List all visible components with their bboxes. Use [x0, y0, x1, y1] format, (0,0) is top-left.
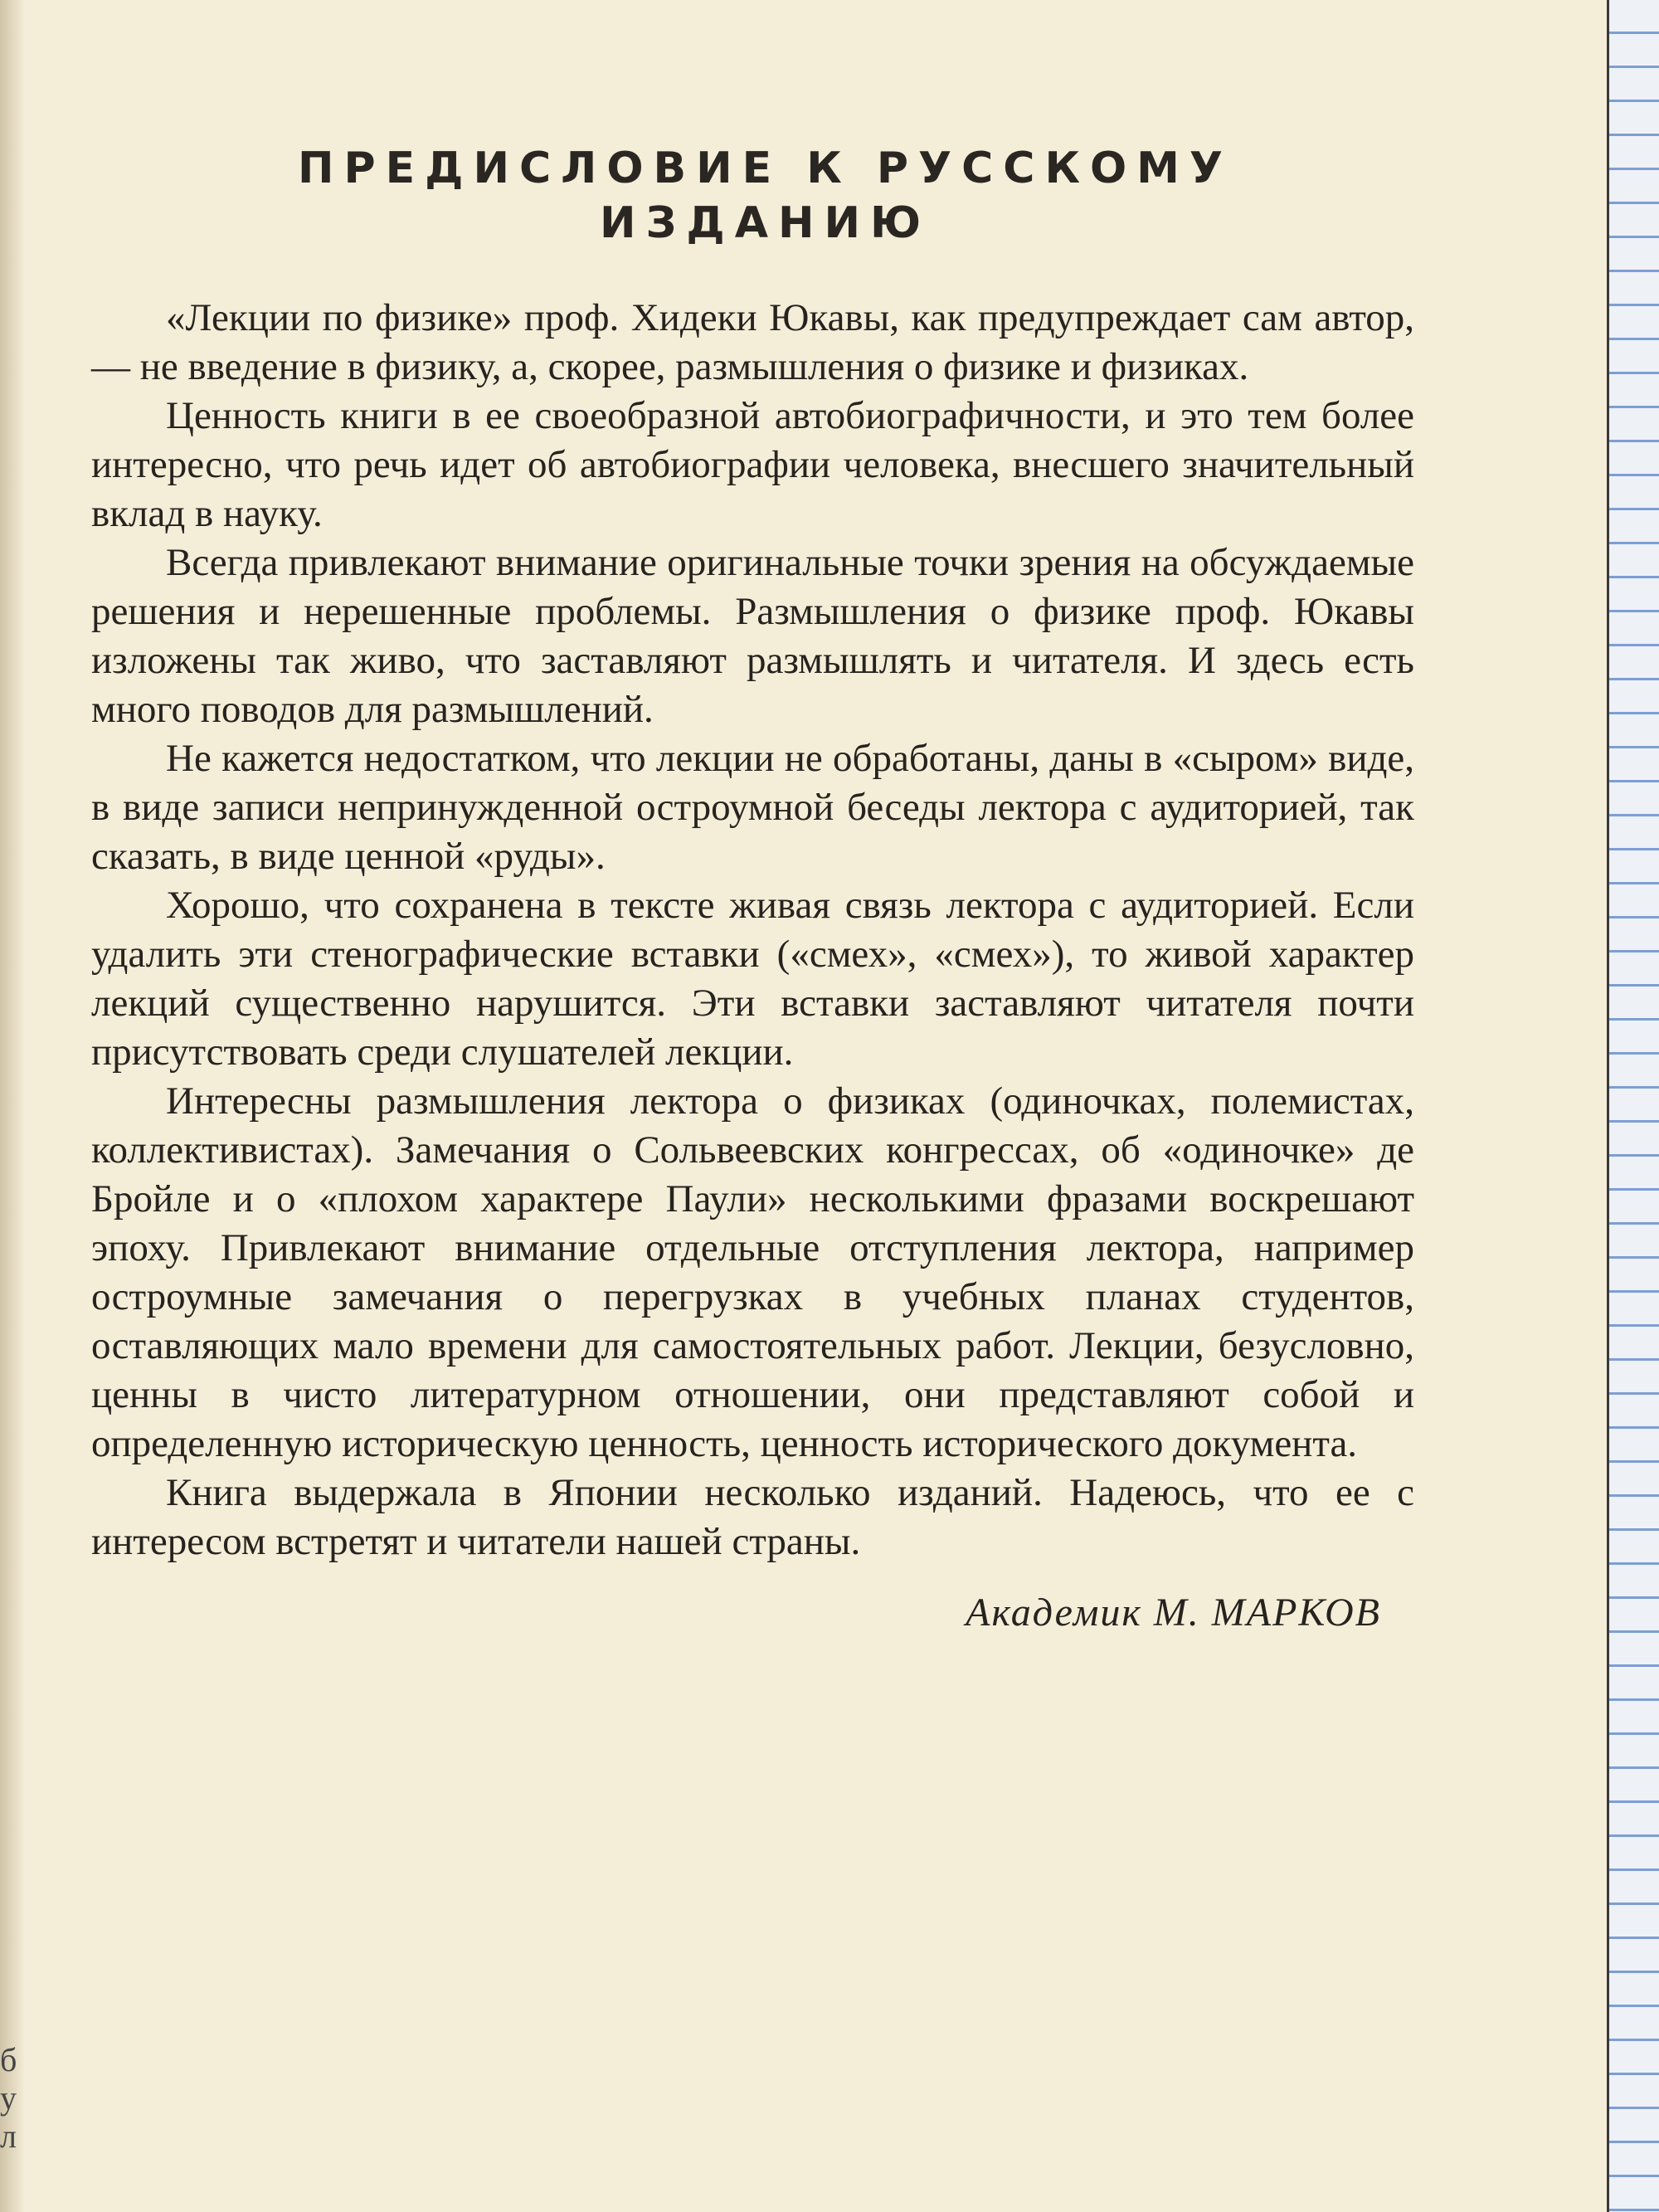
book-binding-edge [0, 0, 25, 2212]
notebook-paper-edge [1607, 0, 1659, 2212]
facing-page-fragment [0, 2041, 25, 2156]
paragraph: «Лекции по физике» проф. Хидеки Юкавы, как предупреждает сам автор, — не введение в физику, а, скорее, размышления о физике и физиках. [91, 296, 1414, 388]
paragraph: Интересны размышления лектора о физиках (одиночках, полемистах, коллективистах). Замечания о Сольвеевских конгрессах, об «одиночке» де Бройле и о «плохом характере Паули» несколькими фразами воскрешают эпоху. Привлекают внимание отдельные отступления лектора, например остроумные замечания о перегрузках в учебных планах студентов, оставляющих мало времени для самостоятельных работ. Лекции, безусловно, ценны в чисто литературном отношении, они представляют собой и определенную историческую ценность, ценность исторического документа. [91, 1079, 1414, 1465]
preface-body [91, 294, 1414, 1566]
margin-letters: б у л [0, 2041, 17, 2155]
paragraph: Хорошо, что сохранена в тексте живая связь лектора с аудиторией. Если удалить эти стенографические вставки («смех», «смех»), то живой характер лекций существенно нарушится. Эти вставки заставляют читателя почти присутствовать среди слушателей лекции. [91, 884, 1414, 1074]
author-signature: Академик М. МАРКОВ [966, 1591, 1381, 1635]
paragraph: Книга выдержала в Японии несколько изданий. Надеюсь, что ее с интересом встретят и читатели нашей страны. [91, 1471, 1414, 1563]
title-line-1: ПРЕДИСЛОВИЕ К РУССКОМУ [297, 144, 1233, 193]
paragraph: Ценность книги в ее своеобразной автобиографичности, и это тем более интересно, что речь идет об автобиографии человека, внесшего значительный вклад в науку. [91, 394, 1414, 535]
paragraph: Всегда привлекают внимание оригинальные точки зрения на обсуждаемые решения и нерешенные проблемы. Размышления о физике проф. Юкавы изложены так живо, что заставляют размышлять и читателя. И здесь есть много поводов для размышлений. [91, 541, 1414, 731]
paragraph: Не кажется недостатком, что лекции не обработаны, даны в «сыром» виде, в виде записи непринужденной остроумной беседы лектора с аудиторией, так сказать, в виде ценной «руды». [91, 737, 1414, 878]
title-line-2: ИЗДАНИЮ [599, 198, 932, 248]
book-page [91, 141, 1414, 1635]
page-title [116, 141, 1414, 251]
